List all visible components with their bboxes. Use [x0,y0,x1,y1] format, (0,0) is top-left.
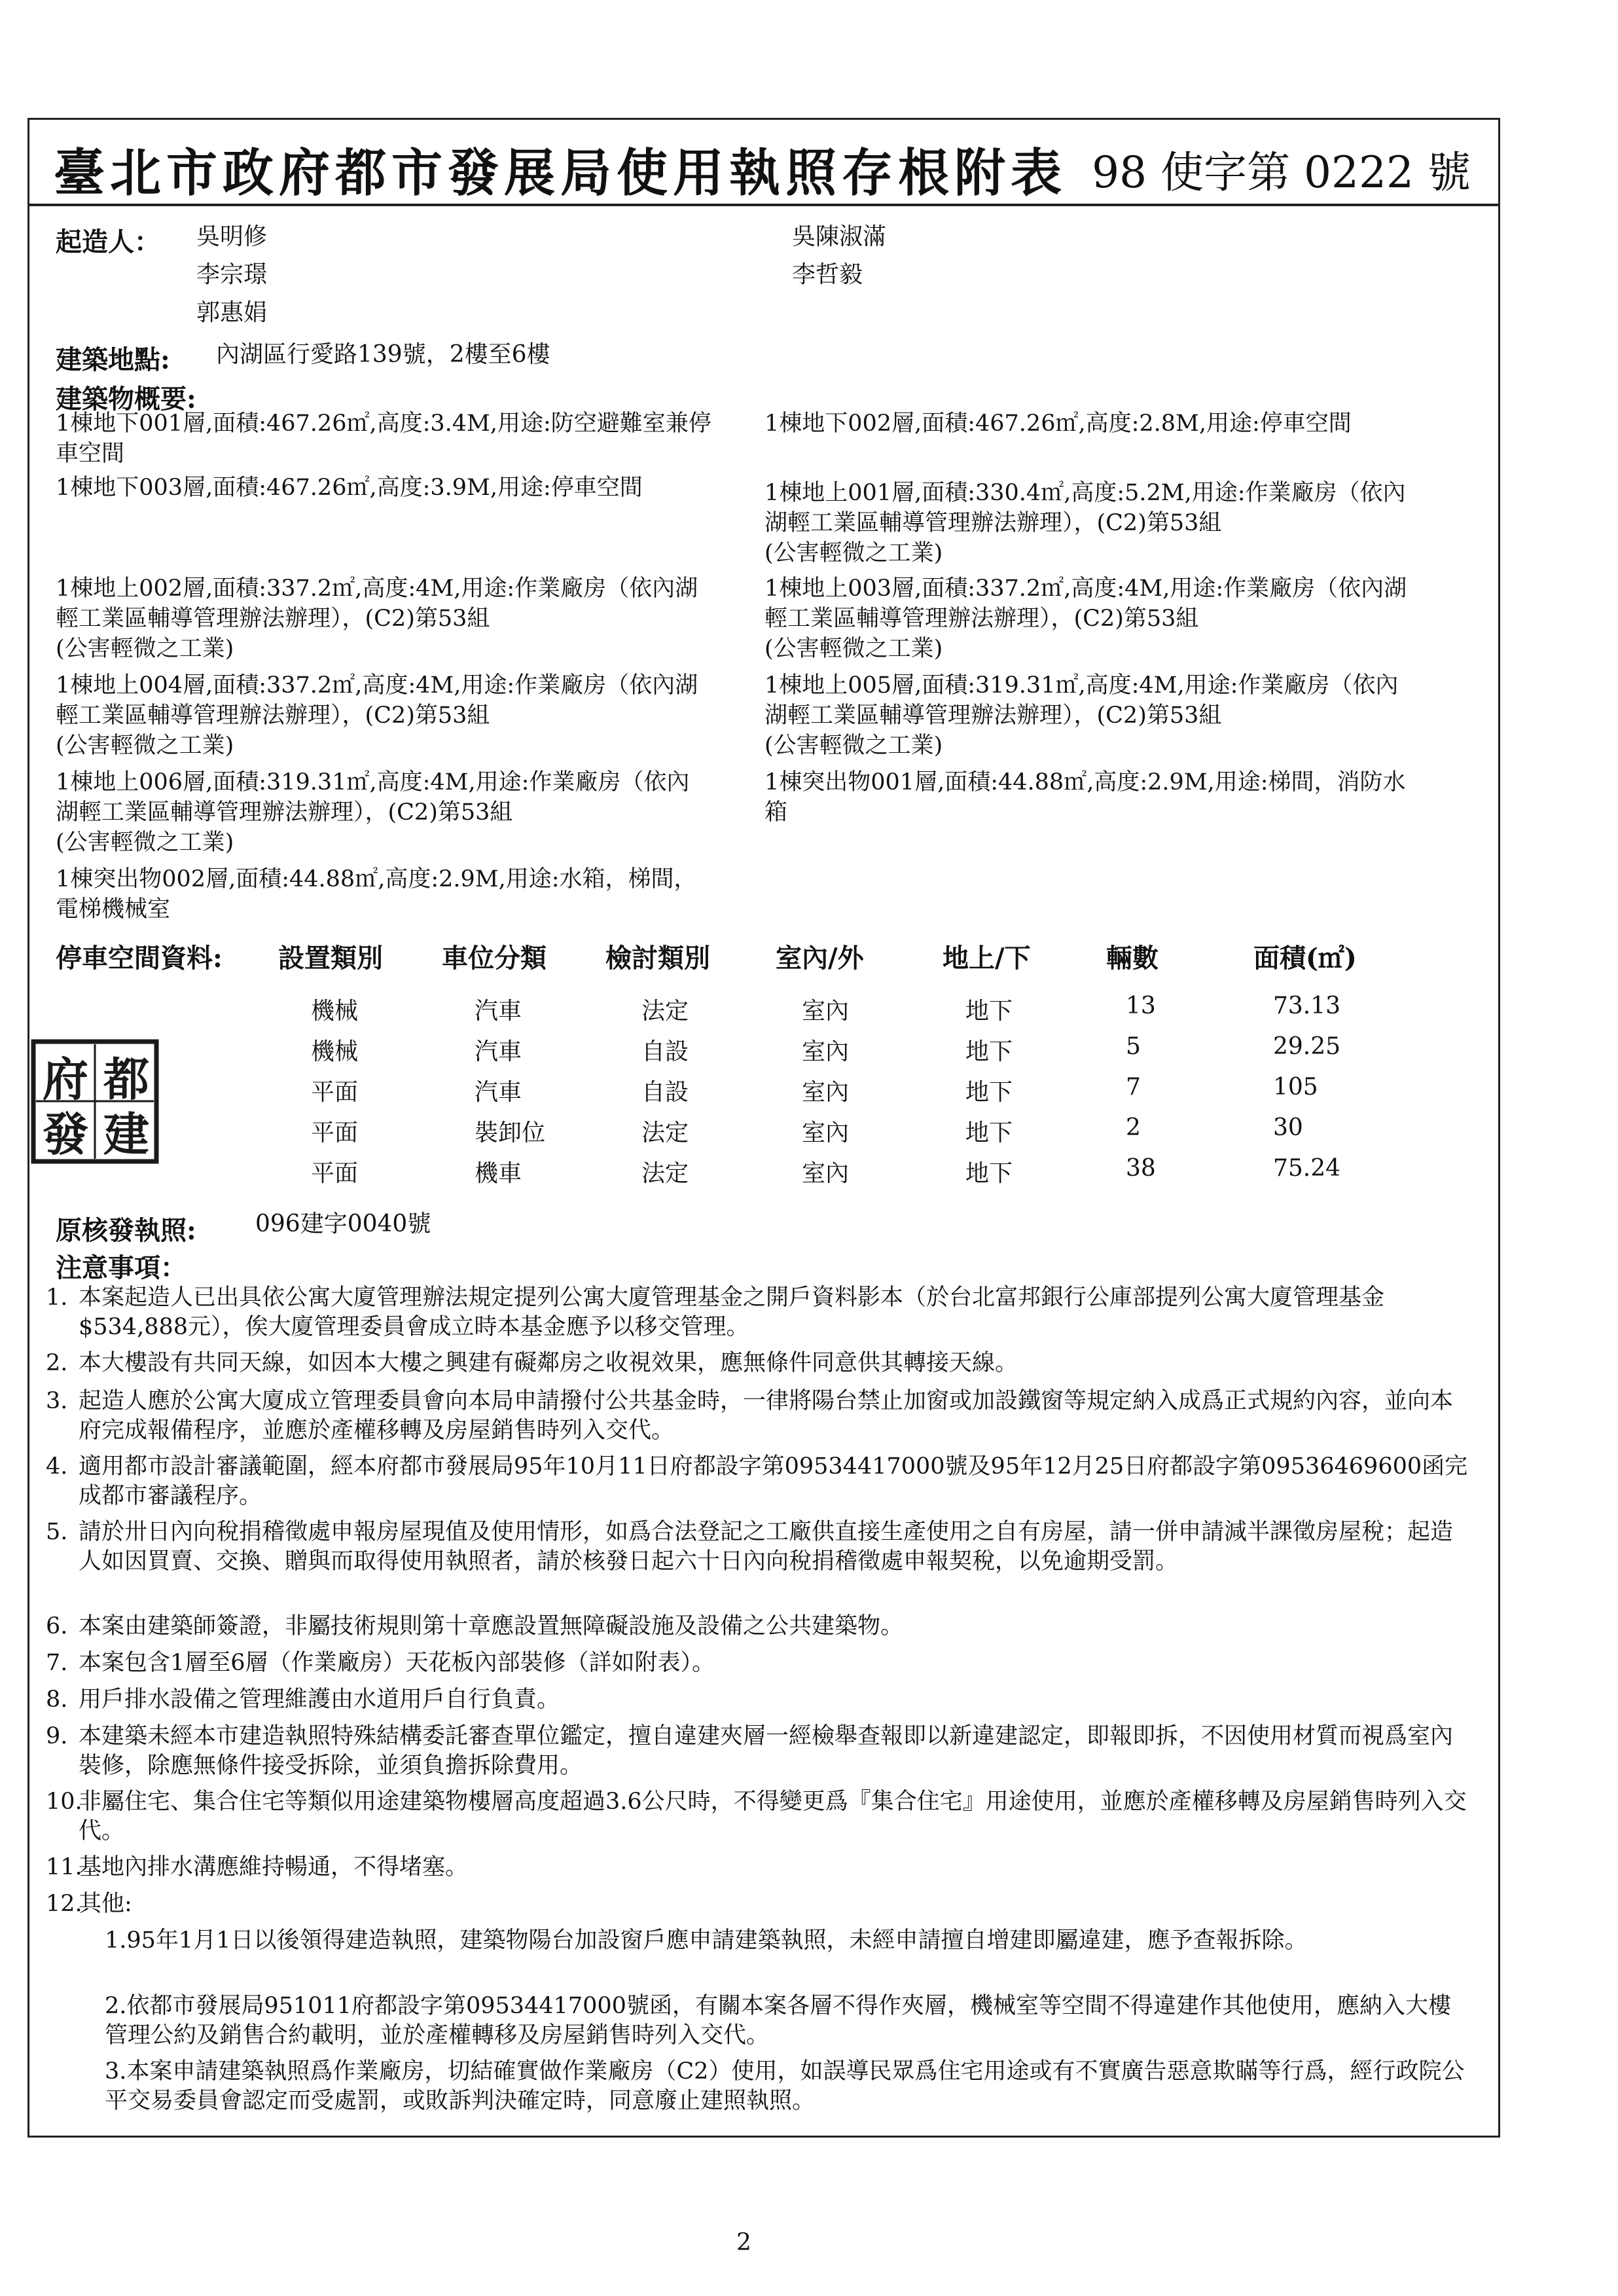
floor-entry: 1棟地下001層,面積:467.26㎡,高度:3.4M,用途:防空避難室兼停 車空間 [56,410,711,467]
parking-cell: 法定 [641,1160,689,1187]
note-number: 3. [46,1388,68,1414]
note-text: 本建築未經本市建造執照特殊結構委託審查單位鑑定，擅自違建夾層一經檢舉查報即以新違建認定，即報即拆，不因使用材質而視爲室內裝修，除應無條件接受拆除，並須負擔拆除費用。 [79,1723,1454,1779]
original-permit-number: 096建字0040號 [255,1211,431,1237]
note-item [46,1889,1469,1919]
parking-cell: 30 [1273,1114,1303,1141]
parking-cell: 29.25 [1273,1033,1341,1060]
parking-cell: 13 [1126,993,1156,1019]
parking-col-header: 面積(㎡) [1253,943,1357,974]
parking-col-header: 車位分類 [442,943,547,974]
svg-text:建: 建 [103,1107,149,1161]
overview-label: 建築物概要: [56,384,196,414]
note-text: 本案包含1層至6層（作業廠房）天花板內部裝修（詳如附表）。 [79,1650,715,1676]
parking-cell: 平面 [311,1160,359,1187]
note-text: 本案起造人已出具依公寓大廈管理辦法規定提列公寓大廈管理基金之開戶資料影本（於台北富邦銀行公庫部提列公寓大廈管理基金$534,888元），俟大廈管理委員會成立時本基金應予以移交管理。 [79,1285,1385,1340]
applicant-name: 吳陳淑滿 [792,223,887,250]
note-item [46,1612,1469,1641]
form-title: 臺北市政府都市發展局使用執照存根附表 [54,143,1068,203]
parking-cell: 汽車 [475,1038,522,1065]
notes-label: 注意事項： [56,1252,187,1283]
parking-cell: 汽車 [475,998,522,1025]
note-item [46,1787,1469,1846]
note-text: 適用都市設計審議範圍，經本府都市發展局95年10月11日府都設字第09534417000號及95年12月25日府都設字第09536469600函完成都市審議程序。 [79,1453,1468,1509]
note-number: 7. [46,1650,68,1676]
floor-entry: 1棟突出物001層,面積:44.88㎡,高度:2.9M,用途:梯間，消防水 箱 [764,769,1406,826]
note-number: 12. [46,1891,82,1917]
parking-cell: 38 [1126,1155,1156,1182]
note-sub-item: 2.依都市發展局951011府都設字第09534417000號函，有關本案各層不得作夾層，機械室等空間不得違建作其他使用，應納入大樓管理公約及銷售合約載明，並於產權轉移及房屋銷售時列入交代。 [105,1993,1451,2049]
floor-entry: 1棟地上002層,面積:337.2㎡,高度:4M,用途:作業廠房（依內湖 輕工業區輔導管理辦法辦理），(C2)第53組 (公害輕微之工業) [56,575,698,662]
note-sub-item: 3.本案申請建築執照爲作業廠房，切結確實做作業廠房（C2）使用，如誤導民眾爲住宅用途或有不實廣告惡意欺瞞等行爲，經行政院公平交易委員會認定而受處罰，或敗訴判決確定時，同意廢止建照執照。 [105,2058,1465,2114]
form-header [27,118,1500,206]
parking-cell: 室內 [802,1038,850,1065]
note-text: 本大樓設有共同天線，如因本大樓之興建有礙鄰房之收視效果，應無條件同意供其轉接天線。 [79,1350,1018,1376]
note-sub-item: 1.95年1月1日以後領得建造執照，建築物陽台加設窗戶應申請建築執照，未經申請擅自增建即屬違建，應予查報拆除。 [105,1927,1308,1954]
note-number: 6. [46,1613,68,1639]
parking-cell: 平面 [311,1120,359,1146]
note-item [46,1649,1469,1678]
parking-cell: 地下 [965,1120,1013,1146]
official-seal-icon [29,1038,160,1165]
parking-col-header: 檢討類別 [605,943,710,974]
note-item [46,1283,1469,1342]
parking-col-header: 地上/下 [943,943,1031,974]
note-number: 10. [46,1789,82,1815]
floor-entry: 1棟地上003層,面積:337.2㎡,高度:4M,用途:作業廠房（依內湖 輕工業區輔導管理辦法辦理），(C2)第53組 (公害輕微之工業) [764,575,1407,662]
parking-cell: 機械 [311,998,359,1025]
note-number: 8. [46,1686,68,1713]
applicant-name: 李哲毅 [792,261,863,288]
note-item [46,1685,1469,1715]
parking-cell: 73.13 [1273,993,1341,1019]
parking-col-header: 室內/外 [776,943,864,974]
parking-cell: 75.24 [1273,1155,1341,1182]
parking-cell: 2 [1126,1114,1141,1141]
note-number: 9. [46,1723,68,1749]
note-number: 5. [46,1519,68,1545]
permit-number: 98 使字第 0222 號 [1092,147,1471,198]
original-permit-label: 原核發執照: [56,1215,196,1246]
parking-cell: 室內 [802,1160,850,1187]
parking-cell: 地下 [965,1038,1013,1065]
note-text: 起造人應於公寓大廈成立管理委員會向本局申請撥付公共基金時，一律將陽台禁止加窗或加設鐵窗等規定納入成爲正式規約內容，並向本府完成報備程序，並應於產權移轉及房屋銷售時列入交代。 [79,1388,1454,1444]
note-number: 4. [46,1453,68,1480]
parking-cell: 機車 [475,1160,522,1187]
applicant-name: 郭惠娟 [196,299,268,326]
site-label: 建築地點: [56,344,170,375]
parking-col-header: 輛數 [1106,943,1159,974]
floor-entry: 1棟地上006層,面積:319.31㎡,高度:4M,用途:作業廠房（依內 湖輕工業區輔導管理辦法辦理），(C2)第53組 (公害輕微之工業) [56,769,690,856]
parking-cell: 7 [1126,1074,1141,1101]
applicant-name: 李宗璟 [196,261,268,288]
floor-entry: 1棟地上001層,面積:330.4㎡,高度:5.2M,用途:作業廠房（依內 湖輕工業區輔導管理辦法辦理），(C2)第53組 (公害輕微之工業) [764,480,1406,566]
parking-cell: 室內 [802,1120,850,1146]
svg-text:都: 都 [103,1052,149,1106]
parking-cell: 地下 [965,1160,1013,1187]
parking-cell: 室內 [802,1079,850,1106]
parking-cell: 5 [1126,1033,1141,1060]
floor-entry: 1棟地上004層,面積:337.2㎡,高度:4M,用途:作業廠房（依內湖 輕工業區輔導管理辦法辦理），(C2)第53組 (公害輕微之工業) [56,672,698,759]
note-number: 1. [46,1285,68,1311]
applicant-name: 吳明修 [196,223,268,250]
parking-cell: 平面 [311,1079,359,1106]
parking-cell: 地下 [965,1079,1013,1106]
parking-cell: 汽車 [475,1079,522,1106]
note-text: 非屬住宅、集合住宅等類似用途建築物樓層高度超過3.6公尺時，不得變更爲『集合住宅』用途使用，並應於產權移轉及房屋銷售時列入交代。 [79,1789,1467,1844]
parking-cell: 自設 [641,1079,689,1106]
floor-entry: 1棟地上005層,面積:319.31㎡,高度:4M,用途:作業廠房（依內 湖輕工業區輔導管理辦法辦理），(C2)第53組 (公害輕微之工業) [764,672,1399,759]
note-text: 請於卅日內向稅捐稽徵處申報房屋現值及使用情形，如爲合法登記之工廠供直接生產使用之自有房屋，請一併申請減半課徵房屋稅；起造人如因買賣、交換、贈與而取得使用執照者，請於核發日起六十日內向稅捐稽徵處申報契稅，以免逾期受罰。 [79,1519,1454,1575]
note-text: 本案由建築師簽證，非屬技術規則第十章應設置無障礙設施及設備之公共建築物。 [79,1613,904,1639]
note-item [46,1452,1469,1511]
parking-cell: 地下 [965,998,1013,1025]
note-item [46,1387,1469,1446]
page-number: 2 [736,2229,751,2256]
svg-text:府: 府 [43,1052,88,1106]
parking-cell: 法定 [641,1120,689,1146]
note-item [46,1853,1469,1882]
note-text: 其他: [79,1891,132,1917]
parking-cell: 自設 [641,1038,689,1065]
parking-cell: 裝卸位 [475,1120,546,1146]
floor-entry: 1棟地下002層,面積:467.26㎡,高度:2.8M,用途:停車空間 [764,410,1352,437]
site-address: 內湖區行愛路139號，2樓至6樓 [216,341,550,368]
note-number: 11. [46,1854,82,1880]
note-number: 2. [46,1350,68,1376]
note-item [46,1722,1469,1781]
svg-text:發: 發 [43,1107,88,1161]
floor-entry: 1棟突出物002層,面積:44.88㎡,高度:2.9M,用途:水箱，梯間， 電梯機械室 [56,866,697,922]
parking-cell: 105 [1273,1074,1318,1101]
floor-entry: 1棟地下003層,面積:467.26㎡,高度:3.9M,用途:停車空間 [56,475,643,501]
note-item [46,1349,1469,1378]
note-text: 用戶排水設備之管理維護由水道用戶自行負責。 [79,1686,560,1713]
note-text: 基地內排水溝應維持暢通，不得堵塞。 [79,1854,469,1880]
parking-col-header: 設置類別 [278,943,383,974]
parking-cell: 室內 [802,998,850,1025]
parking-cell: 機械 [311,1038,359,1065]
parking-label: 停車空間資料: [56,943,223,974]
note-item [46,1518,1469,1576]
applicants-label: 起造人： [56,227,160,257]
parking-cell: 法定 [641,998,689,1025]
